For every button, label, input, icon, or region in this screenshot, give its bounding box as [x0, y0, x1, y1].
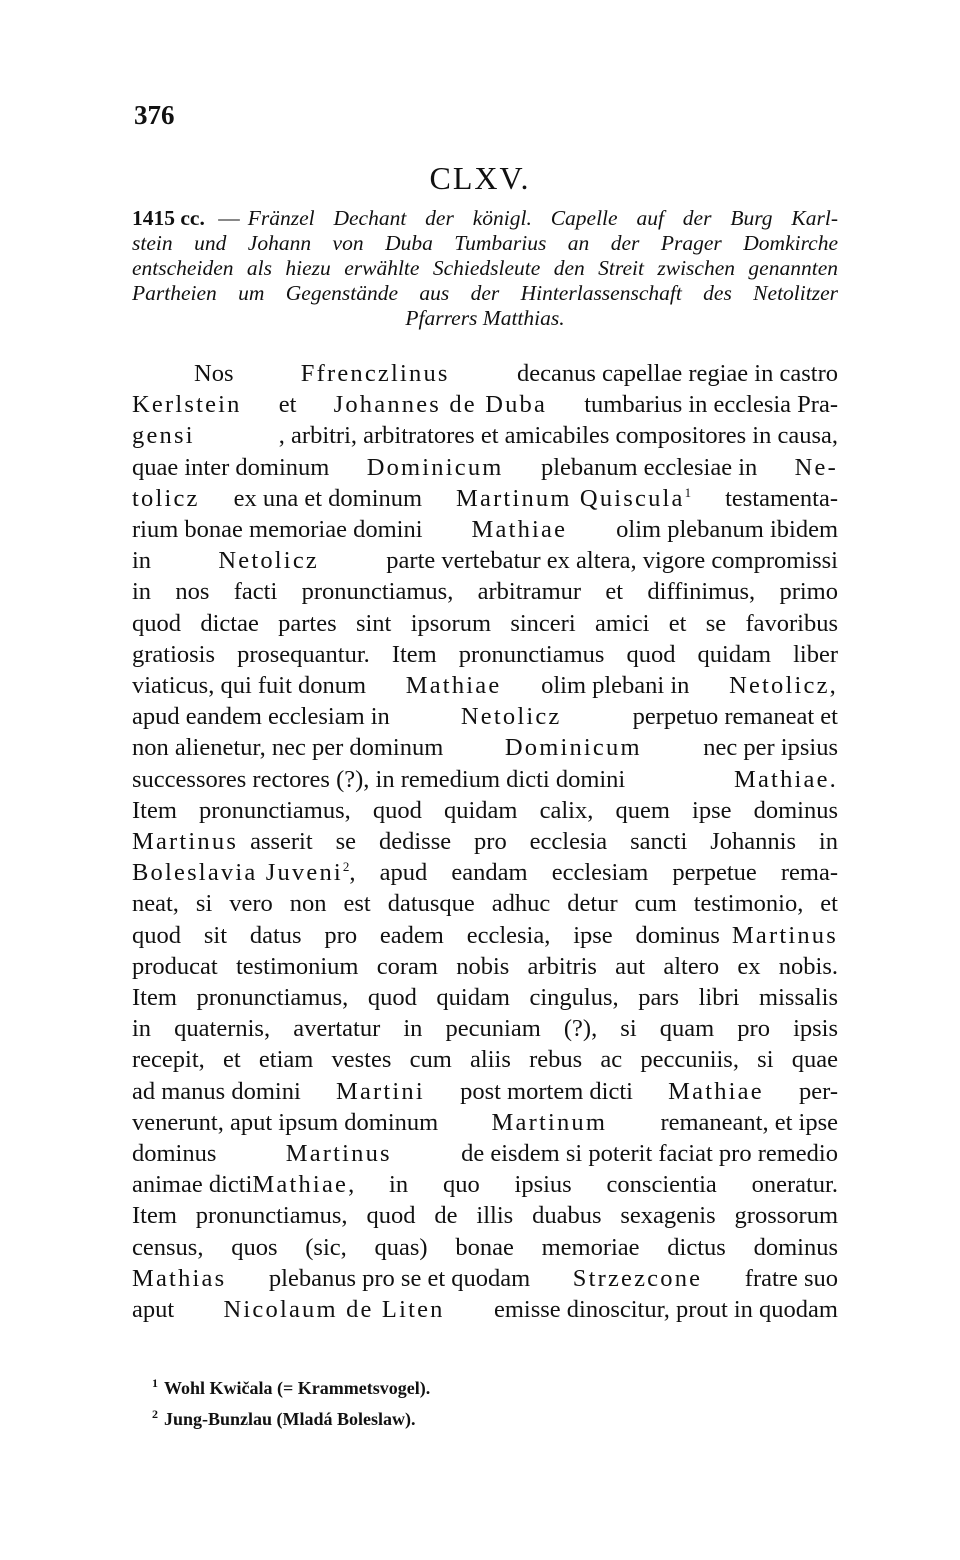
footnote-text: Wohl Kwičala (= Krammetsvogel).: [164, 1378, 431, 1398]
person-name: Martinum Quiscula: [456, 484, 685, 512]
document-number: CLXV.: [429, 160, 531, 196]
regest-text: Fränzel Dechant der königl. Capelle auf der Burg Karl-: [247, 206, 838, 230]
text-line: in quaternis, avertatur in pecuniam (?), si quam pro ipsis: [132, 1015, 838, 1043]
footnotes: [152, 1370, 430, 1432]
place-name: Boleslavia Juveni: [132, 859, 343, 887]
text-line: tolicz ex una et dominum Martinum Quiscula$^1$ testamenta-: [132, 483, 838, 514]
person-name: Mathiae: [668, 1077, 764, 1105]
regest-line: Partheien um Gegenstände aus der Hinterlassenschaft des Netolitzer: [132, 281, 838, 305]
text-line: neat, si vero non est datusque adhuc detur cum testimonio, et: [132, 890, 838, 918]
text-line: in Netolicz parte vertebatur ex altera, vigore compromissi: [132, 545, 838, 576]
place-name: Netolicz: [460, 703, 562, 731]
person-name: Dominicum: [366, 453, 504, 481]
text-line: census, quos (sic, quas) bonae memoriae dictus dominus: [132, 1233, 838, 1261]
text-line: aput Nicolaum de Liten emisse dinoscitur, prout in quodam: [132, 1294, 838, 1325]
text-line: quod sit datus pro eadem ecclesia, ipse dominus Martinus: [132, 920, 838, 951]
footnote-marker: 1: [684, 484, 692, 500]
person-name: Mathiae: [471, 516, 568, 544]
text-line: animae dicti Mathiae , in quo ipsius conscientia oneratur.: [132, 1169, 838, 1200]
person-name: Martinus: [285, 1140, 392, 1168]
text-line: Kerlstein et Johannes de Duba tumbarius in ecclesia Pra-: [132, 389, 838, 420]
text-line: apud eandem ecclesiam in Netolicz perpetuo remaneat et: [132, 701, 838, 732]
main-text: [132, 358, 838, 1325]
person-name: Strzezcone: [572, 1264, 703, 1292]
text-line: Item pronunctiamus, quod quidam calix, quem ipse dominus: [132, 796, 838, 824]
person-name: Dominicum: [504, 734, 642, 762]
text-line: in nos facti pronunctiamus, arbitramur et diffinimus, primo: [132, 578, 838, 606]
regest-line: [132, 206, 838, 231]
text-line: Martinus asserit se dedisse pro ecclesia sancti Johannis in: [132, 826, 838, 857]
text-line: recepit, et etiam vestes cum aliis rebus ac peccuniis, si quae: [132, 1046, 838, 1074]
footnote: [152, 1370, 430, 1401]
regest-line: Pfarrers Matthias.: [405, 306, 565, 330]
text-line: Boleslavia Juveni$^2$ , apud eandam ecclesiam perpetue rema-: [132, 859, 838, 887]
person-name: Martinus: [731, 921, 838, 949]
text-line: rium bonae memoriae domini Mathiae olim plebanum ibidem: [132, 514, 838, 545]
place-name: Kerlstein: [132, 391, 242, 419]
person-name: Martinum: [491, 1108, 608, 1136]
regest-date: 1415 cc.: [132, 206, 205, 230]
text-line: Item pronunctiamus, quod de illis duabus sexagenis grossorum: [132, 1202, 838, 1230]
person-name: Mathias: [132, 1264, 227, 1292]
person-name: Johannes de Duba: [333, 391, 548, 419]
text-line: successores rectores (?), in remedium dicti domini Mathiae.: [132, 764, 838, 795]
footnote: [152, 1401, 430, 1432]
footnote-number: 2: [152, 1407, 158, 1421]
regest-summary: [132, 206, 838, 331]
person-name: Martinus: [132, 828, 239, 856]
person-name: Nicolaum de Liten: [223, 1296, 445, 1324]
footnote-text: Jung-Bunzlau (Mladá Boleslaw).: [164, 1409, 416, 1429]
regest-dash: —: [218, 206, 240, 230]
text-line: gratiosis prosequantur. Item pronunctiamus quod quidam liber: [132, 640, 838, 668]
regest-line: stein und Johann von Duba Tumbarius an der Prager Domkirche: [132, 231, 838, 255]
text-line: viaticus, qui fuit donum Mathiae olim plebani in Netolicz,: [132, 670, 838, 701]
regest-line: entscheiden als hiezu erwählte Schiedsleute den Streit zwischen genannten: [132, 256, 838, 280]
text-line: gensi , arbitri, arbitratores et amicabiles compositores in causa,: [132, 420, 838, 451]
page-number: 376: [134, 100, 175, 130]
place-name: tolicz: [132, 484, 200, 512]
person-name: Mathiae.: [734, 765, 838, 793]
text-line: quod dictae partes sint ipsorum sinceri amici et se favoribus: [132, 609, 838, 637]
place-name: gensi: [132, 422, 195, 450]
footnote-number: 1: [152, 1376, 158, 1390]
text-line: Nos Ffrenczlinus decanus capellae regiae in castro: [132, 358, 838, 389]
text-line: Item pronunctiamus, quod quidam cingulus, pars libri missalis: [132, 984, 838, 1012]
footnote-marker: 2: [342, 859, 350, 875]
person-name: Mathiae: [405, 672, 502, 700]
text-line: venerunt, aput ipsum dominum Martinum remaneant, et ipse: [132, 1107, 838, 1138]
text-line: non alienetur, nec per dominum Dominicum nec per ipsius: [132, 732, 838, 763]
place-name: Netolicz: [218, 547, 319, 575]
text-line: producat testimonium coram nobis arbitris aut altero ex nobis.: [132, 952, 838, 980]
person-name: Ffrenczlinus: [300, 360, 450, 387]
text-line: dominus Martinus de eisdem si poterit faciat pro remedio: [132, 1138, 838, 1169]
place-name: Netolicz,: [729, 672, 838, 700]
person-name: Mathiae: [252, 1171, 349, 1199]
person-name: Martini: [335, 1077, 425, 1105]
text-line: Mathias plebanus pro se et quodam Strzezcone fratre suo: [132, 1263, 838, 1294]
text-line: ad manus domini Martini post mortem dicti Mathiae per-: [132, 1076, 838, 1107]
text-line: quae inter dominum Dominicum plebanum ecclesiae in Ne-: [132, 452, 838, 483]
